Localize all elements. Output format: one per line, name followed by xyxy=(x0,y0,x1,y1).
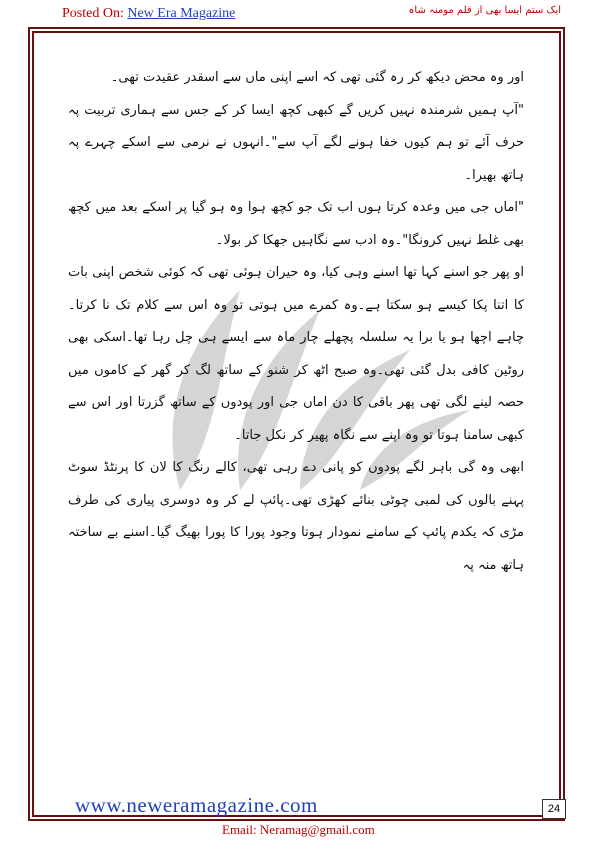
story-title: ایک ستم ایسا بھی از قلم مومنہ شاہ xyxy=(408,5,561,16)
paragraph: اور وہ محض دیکھ کر رہ گئی تھی کہ اسے اپنی ماں سے اسقدر عقیدت تھی۔ xyxy=(110,70,524,85)
paragraph: "آپ ہمیں شرمندہ نہیں کریں گے کبھی کچھ ایسا کر کے جس سے ہماری تربیت پہ حرف آئے تو ہم کیوں خفا ہونے لگے آپ سے"۔انہوں نے نرمی سے اسکے چہرے پہ ہاتھ بھیرا۔ xyxy=(68,102,524,183)
paragraph: او پھر جو اسنے کہا تھا اسنے وہی کیا، وہ حیران ہوئی تھی کہ کوئی شخص اپنی بات کا اتنا پکا کیسے ہو سکتا ہے۔وہ کمرے میں ہوتی تو وہ اس سے کلام تک نا کرتا۔چاہے اچھا ہو یا برا یہ سلسلہ پچھلے چار ماہ سے ایسے ہی چل رہا تھا۔اسکی بھی روٹین کافی بدل گئی تھی۔وہ صبح اٹھ کر شنو کے ساتھ لگ کر گھر کے کاموں میں حصہ لینے لگی تھی پھر باقی کا دن اماں جی اور پودوں کے ساتھ گزرتا اور اس سے کبھی سامنا ہوتا تو وہ اپنے سے نگاہ پھیر کر نکل جاتا۔ xyxy=(68,265,524,443)
posted-on-label: Posted On: xyxy=(62,6,124,21)
paragraph: "اماں جی میں وعدہ کرتا ہوں اب تک جو کچھ ہوا وہ ہو گیا پر اسکے بعد میں کچھ بھی غلط نہیں کرونگا"۔وہ ادب سے نگاہیں جھکا کر بولا۔ xyxy=(68,200,524,248)
footer-website-link[interactable]: www.neweramagazine.com xyxy=(75,793,318,817)
page-number: 24 xyxy=(542,799,566,819)
header-posted-on xyxy=(62,6,235,22)
paragraph: ابھی وہ گی باہر لگے پودوں کو پانی دے رہی تھی، کالے رنگ کا لان کا پرنٹڈ سوٹ پہنے بالوں کی لمبی چوٹی بنائے کھڑی تھی۔پائپ لے کر وہ دوسری پیاری کی طرف مڑی کہ یکدم پائپ کے سامنے نمودار ہوتا وجود پورا کا پورا بھیگ گیا۔اسنے بے ساختہ ہاتھ منہ پہ xyxy=(68,460,524,573)
footer-email: Email: Neramag@gmail.com xyxy=(222,822,375,837)
magazine-link[interactable]: New Era Magazine xyxy=(127,6,236,21)
article-body xyxy=(68,62,524,582)
